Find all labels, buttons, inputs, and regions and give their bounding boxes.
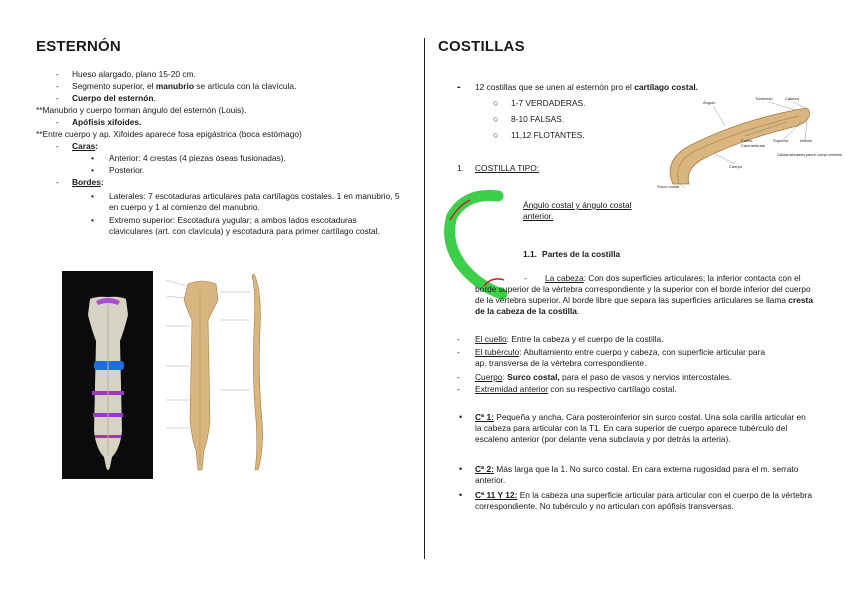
rib-class-label: 1-7 VERDADERAS. xyxy=(511,98,586,108)
text-run: Segmento superior, el xyxy=(72,81,156,91)
label-carillas: Carillas articulares para el cuerpo vertebral xyxy=(777,153,842,157)
rich-text xyxy=(72,177,104,188)
label-cuello: Cuello xyxy=(741,138,753,143)
rib-anatomy-image xyxy=(655,92,842,202)
left-note-2 xyxy=(36,129,302,140)
cabeza-bullet: - xyxy=(524,273,527,283)
special-bullet-c11: • xyxy=(459,490,463,500)
rich-text xyxy=(475,490,813,512)
text-run: : xyxy=(100,177,104,187)
label-superior: Superior xyxy=(773,138,789,143)
text-run: Apófisis xifoides. xyxy=(72,117,142,127)
rich-text xyxy=(72,141,98,152)
sternum-title: ESTERNÓN xyxy=(36,38,121,55)
rich-text xyxy=(475,273,813,316)
text-run: **Entre cuerpo y ap. Xifoides aparece fosa epigástrica (boca estómago) xyxy=(36,129,302,139)
left-sub-extremo: • xyxy=(91,215,94,225)
ribs-intro: - 12 costillas que se unen al esternón pro el cartílago costal. xyxy=(457,81,698,93)
left-bullet-4: - Apófisis xifoides. xyxy=(56,117,142,127)
text-run: La cabeza xyxy=(545,273,584,283)
heading-label: COSTILLA TIPO: xyxy=(475,163,540,173)
text-run: : Entre la cabeza y el cuerpo de la costilla. xyxy=(506,334,664,344)
text-run: Anterior: 4 crestas (4 piezas óseas fusionadas). xyxy=(109,153,286,163)
sternum-views-svg xyxy=(158,270,276,478)
rich-text xyxy=(36,105,246,115)
text-run: Extremo superior: Escotadura yugular; a ambos lados escotaduras claviculares (art. con clavícula) y escotadura para primer cartílago costal. xyxy=(109,215,380,236)
label-tuberculo: Tubérculo xyxy=(755,96,773,101)
rich-text xyxy=(109,153,286,164)
text-run: con su respectivo cartílago costal. xyxy=(548,384,677,394)
label-angulo: Ángulo xyxy=(703,100,716,105)
part-bullet-tuberculo: - xyxy=(457,347,460,357)
left-bullet-caras: - Caras: xyxy=(56,141,99,151)
text-run: Bordes xyxy=(72,177,101,187)
text-run: para el paso de vasos y nervios intercostales. xyxy=(559,372,732,382)
left-sub-posterior: • Posterior. xyxy=(91,165,145,175)
rich-text xyxy=(475,384,805,395)
text-run: . xyxy=(153,93,156,103)
rib-class-3: ○ 11,12 FLOTANTES. xyxy=(493,130,585,140)
text-run: Cª 11 Y 12: xyxy=(475,490,518,500)
text-run: Extremidad anterior xyxy=(475,384,549,394)
rich-text xyxy=(475,334,795,345)
rib-anatomy-svg xyxy=(655,92,842,202)
text-run: Caras xyxy=(72,141,96,151)
left-sub-anterior: • Anterior: 4 crestas (4 piezas óseas fusionadas). xyxy=(91,153,286,163)
text-run: se articula con la clavícula. xyxy=(193,81,297,91)
rich-text xyxy=(72,69,196,80)
text-run: Surco costal, xyxy=(507,372,560,382)
text-run: manubrio xyxy=(155,81,194,91)
sternum-lateral-view xyxy=(252,274,263,470)
text-run: cresta de la cabeza de la costilla xyxy=(475,295,813,316)
sternum-illustration-svg xyxy=(62,271,153,479)
heading-label: Partes de la costilla xyxy=(542,249,621,259)
text-run: Hueso alargado, plano 15-20 cm. xyxy=(72,69,196,79)
text-run: **Manubrio y cuerpo forman ángulo del esternón (Louis). xyxy=(36,105,247,115)
left-note-1 xyxy=(36,105,246,116)
part-bullet-extremidad: - xyxy=(457,384,460,394)
rich-text xyxy=(109,215,401,237)
column-divider xyxy=(424,38,425,559)
heading-number: 1.1. xyxy=(523,249,537,259)
label-surco: Surco costal xyxy=(657,184,680,189)
label-cuerpo: Cuerpo xyxy=(729,164,743,169)
label-cara-articular: Cara articular xyxy=(741,143,766,148)
left-bullet-2: - Segmento superior, el manubrio se articula con la clavícula. xyxy=(56,81,297,91)
heading-number: 1. xyxy=(457,163,464,173)
sternum-anterior-view xyxy=(184,281,218,470)
rich-text xyxy=(475,347,775,369)
text-run: 12 costillas que se unen al esternón pro el xyxy=(475,82,635,92)
rich-text xyxy=(109,191,401,213)
rich-text xyxy=(475,464,813,486)
rich-text xyxy=(72,117,141,128)
text-run: Cuerpo xyxy=(475,372,503,382)
text-run: El cuello xyxy=(475,334,507,344)
text-run: : xyxy=(95,141,99,151)
rib-class-2: ○ 8-10 FALSAS. xyxy=(493,114,565,124)
text-run: Laterales: 7 escotaduras articulares pata cartílagos costales. 1 en manubrio, 5 en cuerpo y 1 al comienzo del manubrio. xyxy=(109,191,400,212)
left-bullet-3: - Cuerpo del esternón. xyxy=(56,93,156,103)
rib-class-label: 11,12 FLOTANTES. xyxy=(511,130,585,140)
text-run: : xyxy=(502,372,508,382)
special-bullet-c1: • xyxy=(459,412,463,422)
text-run: Más larga que la 1. No surco costal. En cara externa rugosidad para el m. serrato anterior. xyxy=(475,464,799,485)
left-sub-laterales: • xyxy=(91,191,94,201)
rich-text xyxy=(475,412,813,445)
text-run: Cª 1: xyxy=(475,412,494,422)
left-bullet-bordes: - Bordes: xyxy=(56,177,104,187)
text-run: El tubérculo xyxy=(475,347,520,357)
text-run: : Con dos superficies articulares; la inferior contacta con el borde superior de la vértebra correspondiente y la superior con el borde inferior del cuerpo de la vértebra superior. Al borde libre que separa las superficies articulares se llama xyxy=(475,273,811,305)
rich-text xyxy=(475,372,805,383)
text-run: Pequeña y ancha. Cara posteroinferior sin surco costal. Una sola carilla articular en la cabeza para articular con la T1. En cara superior de cuerpo aparece tubérculo del escaleno anterior (por delante vena subclavia y por detrás la arteria). xyxy=(475,412,806,444)
text-run: cartílago costal. xyxy=(634,82,698,92)
special-bullet-c2: • xyxy=(459,464,463,474)
ribs-title: COSTILLAS xyxy=(438,38,525,55)
text-run: Posterior. xyxy=(109,165,145,175)
text-run: Cª 2: xyxy=(475,464,494,474)
part-bullet-cuerpo: - xyxy=(457,372,460,382)
partes-heading xyxy=(523,249,621,260)
rich-text xyxy=(36,129,302,139)
part-bullet-cuello: - xyxy=(457,334,460,344)
text-run: Cuerpo del esternón xyxy=(72,93,154,103)
rib-class-label: 8-10 FALSAS. xyxy=(511,114,565,124)
rib-class-1: ○ 1-7 VERDADERAS. xyxy=(493,98,586,108)
rich-text xyxy=(109,165,144,176)
label-cabeza: Cabeza xyxy=(785,96,799,101)
label-inferior: Inferior xyxy=(800,138,813,143)
text-run: . xyxy=(576,306,580,316)
text-run: : Abultamiento entre cuerpo y cabeza, con superficie articular para ap. transversa de la vértebra correspondiente. xyxy=(475,347,766,368)
rich-text xyxy=(72,93,156,104)
text-run: En la cabeza una superficie articular para articular con el cuerpo de la vértebra correspondiente. No tubérculo y no articulan con apófisis transversas. xyxy=(475,490,813,511)
sternum-image xyxy=(62,271,153,479)
cabeza-paragraph xyxy=(475,273,813,317)
left-bullet-1: - Hueso alargado, plano 15-20 cm. xyxy=(56,69,196,79)
angulo-caption: Ángulo costal y ángulo costal anterior. xyxy=(523,200,632,221)
rich-text xyxy=(72,81,296,92)
sternum-views-image xyxy=(158,270,276,478)
costilla-tipo-heading xyxy=(457,163,540,174)
